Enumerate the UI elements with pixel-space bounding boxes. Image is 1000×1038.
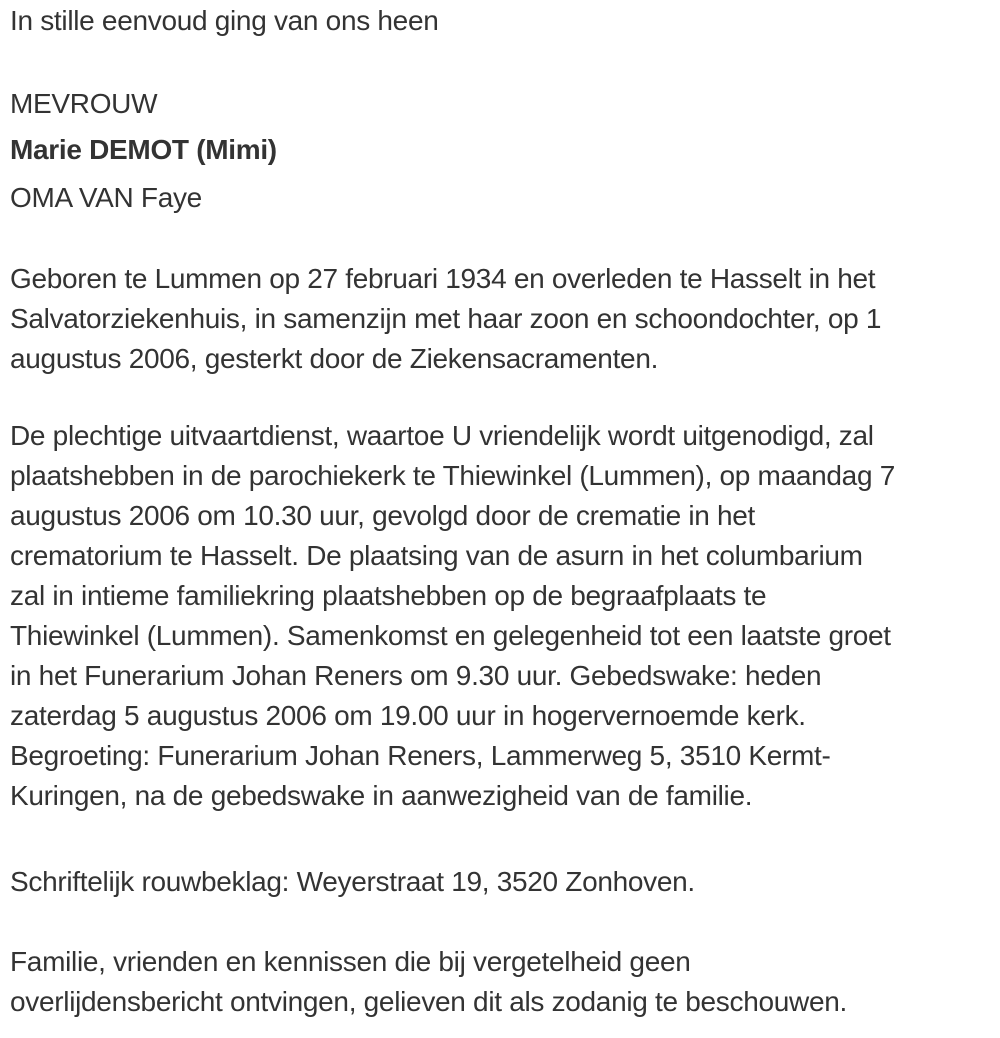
deceased-name: Marie DEMOT (Mimi) (10, 134, 277, 165)
condolence-address-line: Schriftelijk rouwbeklag: Weyerstraat 19, 3520 Zonhoven. (10, 866, 695, 897)
paragraph-line: overlijdensbericht ontvingen, gelieven dit als zodanig te beschouwen. (10, 986, 847, 1017)
paragraph-line: Kuringen, na de gebedswake in aanwezigheid van de familie. (10, 780, 753, 811)
paragraph-line: Thiewinkel (Lummen). Samenkomst en gelegenheid tot een laatste groet (10, 620, 891, 651)
funeral-service-paragraph (10, 416, 990, 816)
paragraph-line: De plechtige uitvaartdienst, waartoe U vriendelijk wordt uitgenodigd, zal (10, 420, 874, 451)
paragraph-line: zal in intieme familiekring plaatshebben op de begraafplaats te (10, 580, 767, 611)
paragraph-line: in het Funerarium Johan Reners om 9.30 uur. Gebedswake: heden (10, 660, 822, 691)
closing-paragraph (10, 942, 990, 1022)
paragraph-line: Begroeting: Funerarium Johan Reners, Lammerweg 5, 3510 Kermt- (10, 740, 831, 771)
paragraph-line: zaterdag 5 augustus 2006 om 19.00 uur in hogervernoemde kerk. (10, 700, 806, 731)
paragraph-line: Familie, vrienden en kennissen die bij vergetelheid geen (10, 946, 691, 977)
salutation-line: MEVROUW (10, 88, 158, 119)
paragraph-line: augustus 2006, gesterkt door de Ziekensacramenten. (10, 343, 659, 374)
paragraph-line: augustus 2006 om 10.30 uur, gevolgd door de crematie in het (10, 500, 756, 531)
paragraph-line: plaatshebben in de parochiekerk te Thiewinkel (Lummen), op maandag 7 (10, 460, 895, 491)
intro-line: In stille eenvoud ging van ons heen (10, 5, 439, 36)
family-relation-line: OMA VAN Faye (10, 182, 202, 213)
paragraph-line: Geboren te Lummen op 27 februari 1934 en overleden te Hasselt in het (10, 263, 876, 294)
paragraph-line: Salvatorziekenhuis, in samenzijn met haar zoon en schoondochter, op 1 (10, 303, 882, 334)
birth-death-paragraph (10, 259, 990, 379)
paragraph-line: crematorium te Hasselt. De plaatsing van de asurn in het columbarium (10, 540, 863, 571)
